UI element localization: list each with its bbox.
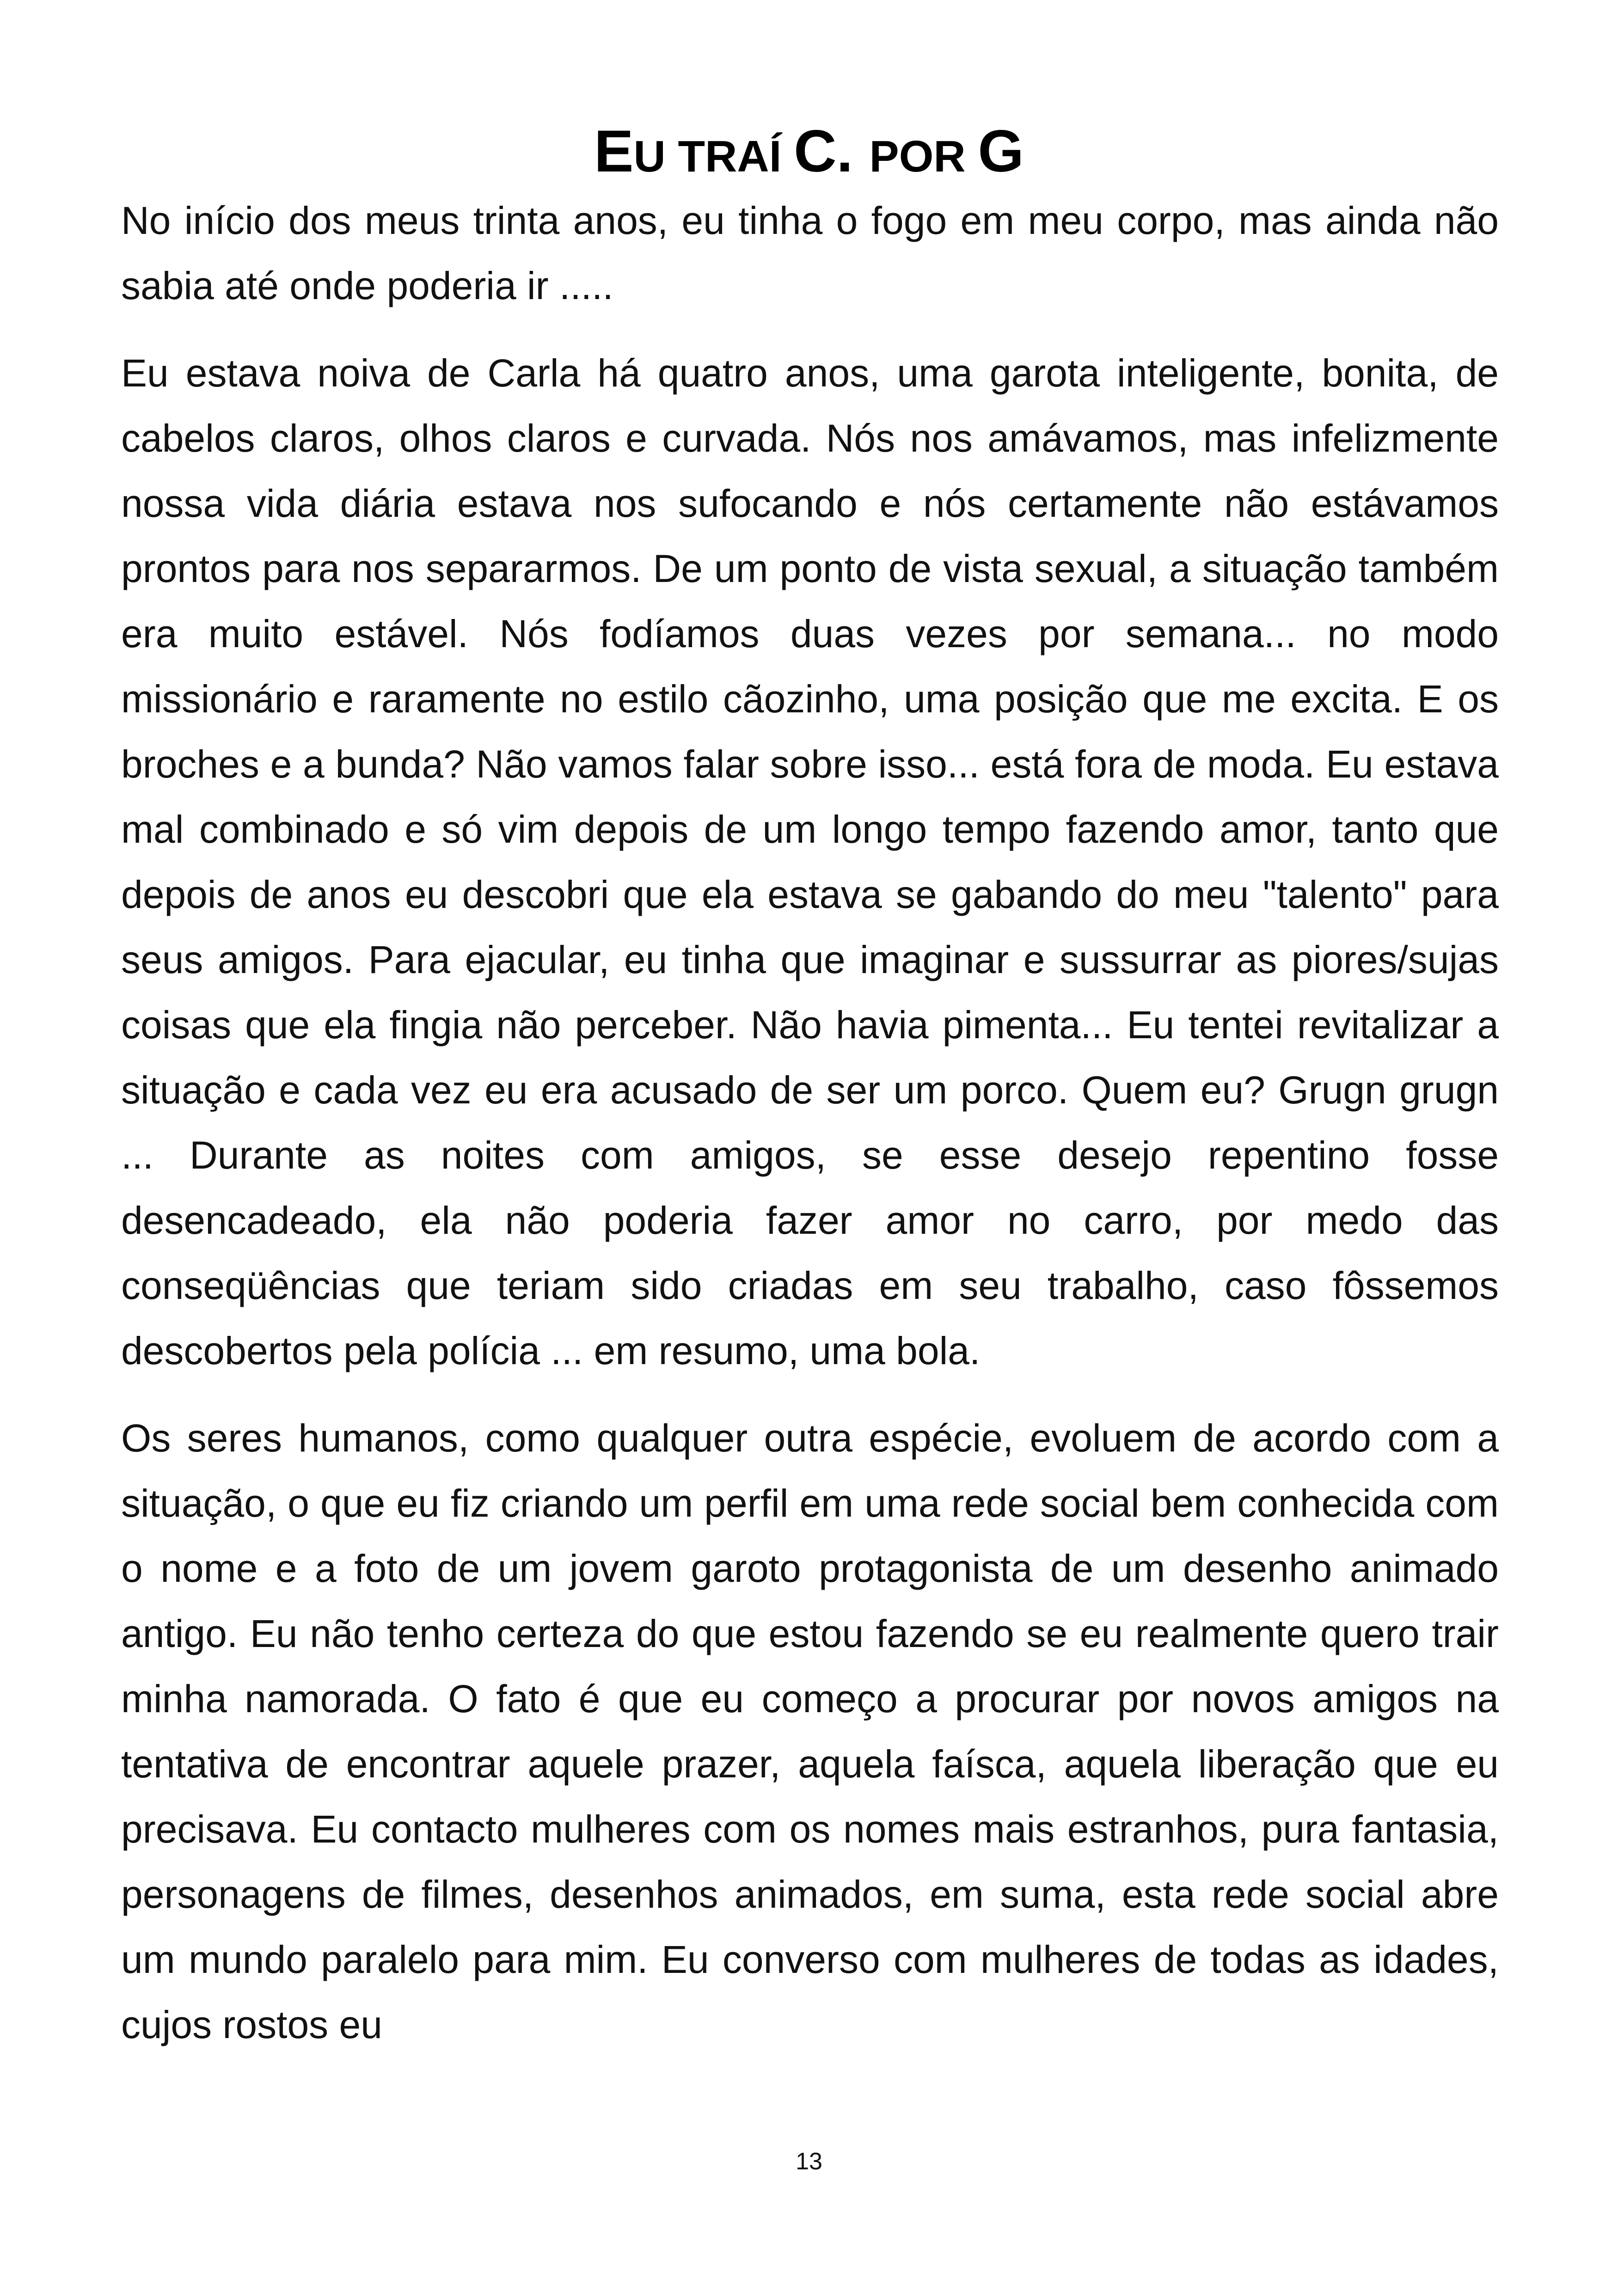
body-text: [121, 188, 1499, 2080]
chapter-title: [0, 118, 1618, 184]
title-part-4-big: G: [978, 118, 1024, 184]
paragraph-1: No início dos meus trinta anos, eu tinha o fogo em meu corpo, mas ainda não sabia até onde poderia ir .....: [121, 199, 1499, 307]
title-part-1-big: E: [594, 118, 634, 184]
page-number: 13: [796, 2148, 822, 2175]
title-part-1-small: U TRAÍ: [633, 131, 794, 181]
title-part-2-big: C.: [794, 118, 870, 184]
title-part-3-small: POR: [869, 131, 978, 181]
paragraph-2: Eu estava noiva de Carla há quatro anos, uma garota inteligente, bonita, de cabelos claros, olhos claros e curvada. Nós nos amávamos, mas infelizmente nossa vida diária estava nos sufocando e nós certamente não estávamos prontos para nos separarmos. De um ponto de vista sexual, a situação também era muito estável. Nós fodíamos duas vezes por semana... no modo missionário e raramente no estilo cãozinho, uma posição que me excita. E os broches e a bunda? Não vamos falar sobre isso... está fora de moda. Eu estava mal combinado e só vim depois de um longo tempo fazendo amor, tanto que depois de anos eu descobri que ela estava se gabando do meu "talento" para seus amigos. Para ejacular, eu tinha que imaginar e sussurrar as piores/sujas coisas que ela fingia não perceber. Não havia pimenta... Eu tentei revitalizar a situação e cada vez eu era acusado de ser um porco. Quem eu? Grugn grugn ... Durante as noites com amigos, se esse desejo repentino fosse desencadeado, ela não poderia fazer amor no carro, por medo das conseqüências que teriam sido criadas em seu trabalho, caso fôssemos descobertos pela polícia ... em resumo, uma bola.: [121, 351, 1499, 1372]
paragraph-3: Os seres humanos, como qualquer outra espécie, evoluem de acordo com a situação, o que eu fiz criando um perfil em uma rede social bem conhecida com o nome e a foto de um jovem garoto protagonista de um desenho animado antigo. Eu não tenho certeza do que estou fazendo se eu realmente quero trair minha namorada. O fato é que eu começo a procurar por novos amigos na tentativa de encontrar aquele prazer, aquela faísca, aquela liberação que eu precisava. Eu contacto mulheres com os nomes mais estranhos, pura fantasia, personagens de filmes, desenhos animados, em suma, esta rede social abre um mundo paralelo para mim. Eu converso com mulheres de todas as idades, cujos rostos eu: [121, 1416, 1499, 2046]
